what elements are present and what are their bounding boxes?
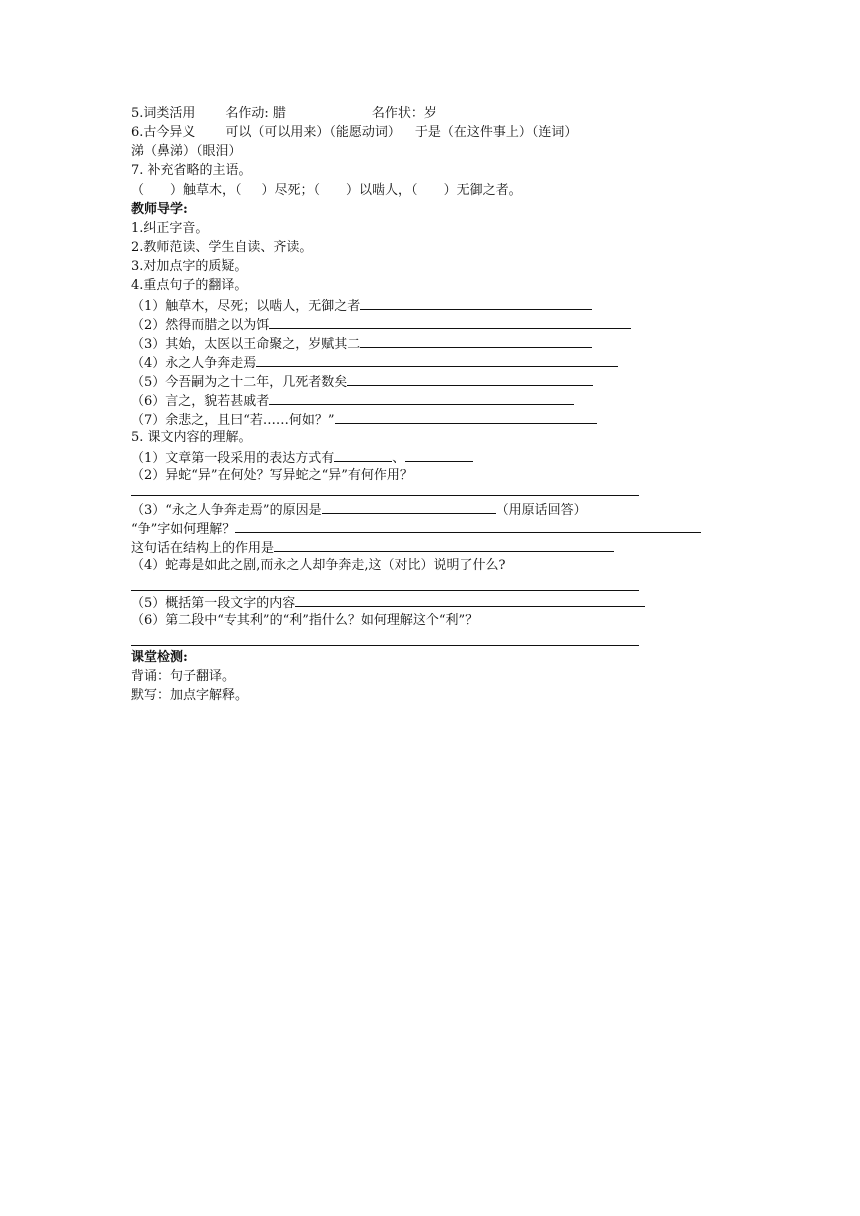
question-3c: [131, 537, 614, 556]
label-word-class: 5.词类活用: [131, 106, 196, 121]
question-2: （2）异蛇“异”在何处？写异蛇之“异”有何作用？: [131, 468, 413, 483]
question-3c-text: 这句话在结构上的作用是: [131, 541, 275, 556]
answer-blank[interactable]: [360, 333, 592, 348]
translation-1-text: （1）触草木，尽死；以啮人，无御之者: [131, 299, 361, 314]
translation-5-text: （5）今吾嗣为之十二年，几死者数矣: [131, 375, 348, 390]
translation-6: [131, 390, 574, 409]
answer-blank[interactable]: [235, 518, 701, 533]
line-subject-task: 7. 补充省略的主语。: [131, 163, 252, 178]
check-dictation: 默写：加点字解释。: [131, 688, 249, 703]
question-1-sep: 、: [392, 451, 406, 466]
answer-blank[interactable]: [274, 537, 614, 552]
question-4: （4）蛇毒是如此之剧,而永之人却争奔走,这（对比）说明了什么?: [131, 558, 506, 573]
translation-3: [131, 333, 592, 352]
translation-4-text: （4）永之人争奔走焉: [131, 356, 257, 371]
question-3b: [131, 518, 701, 537]
check-recite: 背诵：句子翻译。: [131, 669, 236, 684]
question-1-text: （1）文章第一段采用的表达方式有: [131, 451, 335, 466]
translation-2: [131, 314, 631, 333]
line-ti: 涕（鼻涕）（眼泪）: [131, 144, 242, 159]
segment-4: ）无御之者。: [443, 183, 522, 198]
keyi-meaning: 可以（可以用来）（能愿动词）: [225, 125, 401, 140]
noun-as-adverbial: 名作状：岁: [371, 106, 437, 121]
question-3-text: （3）“永之人争奔走焉”的原因是: [131, 503, 322, 518]
question-5: [131, 592, 645, 611]
answer-blank[interactable]: [295, 592, 645, 607]
line-ancient-modern: [131, 123, 577, 142]
translation-3-text: （3）其始，太医以王命聚之，岁赋其二: [131, 337, 361, 352]
question-5-text: （5）概括第一段文字的内容: [131, 596, 296, 611]
guide-item-3: 3.对加点字的质疑。: [131, 259, 248, 274]
translation-1: [131, 295, 592, 314]
label-ancient-modern: 6.古今异义: [131, 125, 196, 140]
segment-2: ）尽死；（: [261, 183, 321, 198]
translation-5: [131, 371, 593, 390]
guide-item-4: 4.重点句子的翻译。: [131, 278, 248, 293]
translation-2-text: （2）然得而腊之以为饵: [131, 318, 270, 333]
heading-class-check: 课堂检测:: [131, 650, 188, 665]
answer-blank[interactable]: [256, 352, 618, 367]
answer-line[interactable]: [131, 645, 639, 646]
line-subject-blanks: [131, 181, 522, 200]
question-3-note: （用原话回答）: [495, 503, 587, 518]
translation-6-text: （6）言之，貌若甚戚者: [131, 394, 270, 409]
segment-3: ）以啮人，（: [346, 183, 418, 198]
answer-blank[interactable]: [322, 499, 496, 514]
answer-blank[interactable]: [334, 447, 392, 462]
translation-7: [131, 409, 597, 428]
yushi-meaning: 于是（在这件事上）（连词）: [414, 125, 578, 140]
heading-understanding: 5. 课文内容的理解。: [131, 430, 252, 445]
line-word-class: [131, 104, 437, 123]
paren-open: （: [131, 183, 145, 198]
answer-blank[interactable]: [347, 371, 593, 386]
answer-line[interactable]: [131, 495, 639, 496]
answer-blank[interactable]: [335, 409, 597, 424]
guide-item-1: 1.纠正字音。: [131, 221, 209, 236]
heading-teacher-guide: 教师导学:: [131, 202, 188, 217]
guide-item-2: 2.教师范读、学生自读、齐读。: [131, 240, 313, 255]
question-3b-text: “争”字如何理解？: [131, 522, 236, 537]
answer-line[interactable]: [131, 590, 639, 591]
translation-7-text: （7）余悲之，且曰“若……何如？”: [131, 413, 335, 428]
question-6: （6）第二段中“专其利”的“利”指什么？如何理解这个“利”？: [131, 613, 479, 628]
answer-blank[interactable]: [269, 314, 631, 329]
question-1: [131, 447, 473, 466]
segment-1: ）触草木，（: [170, 183, 242, 198]
answer-blank[interactable]: [269, 390, 574, 405]
answer-blank[interactable]: [360, 295, 592, 310]
noun-as-verb: 名作动: 腊: [225, 106, 286, 121]
translation-4: [131, 352, 618, 371]
answer-blank[interactable]: [405, 447, 473, 462]
question-3: [131, 499, 587, 518]
